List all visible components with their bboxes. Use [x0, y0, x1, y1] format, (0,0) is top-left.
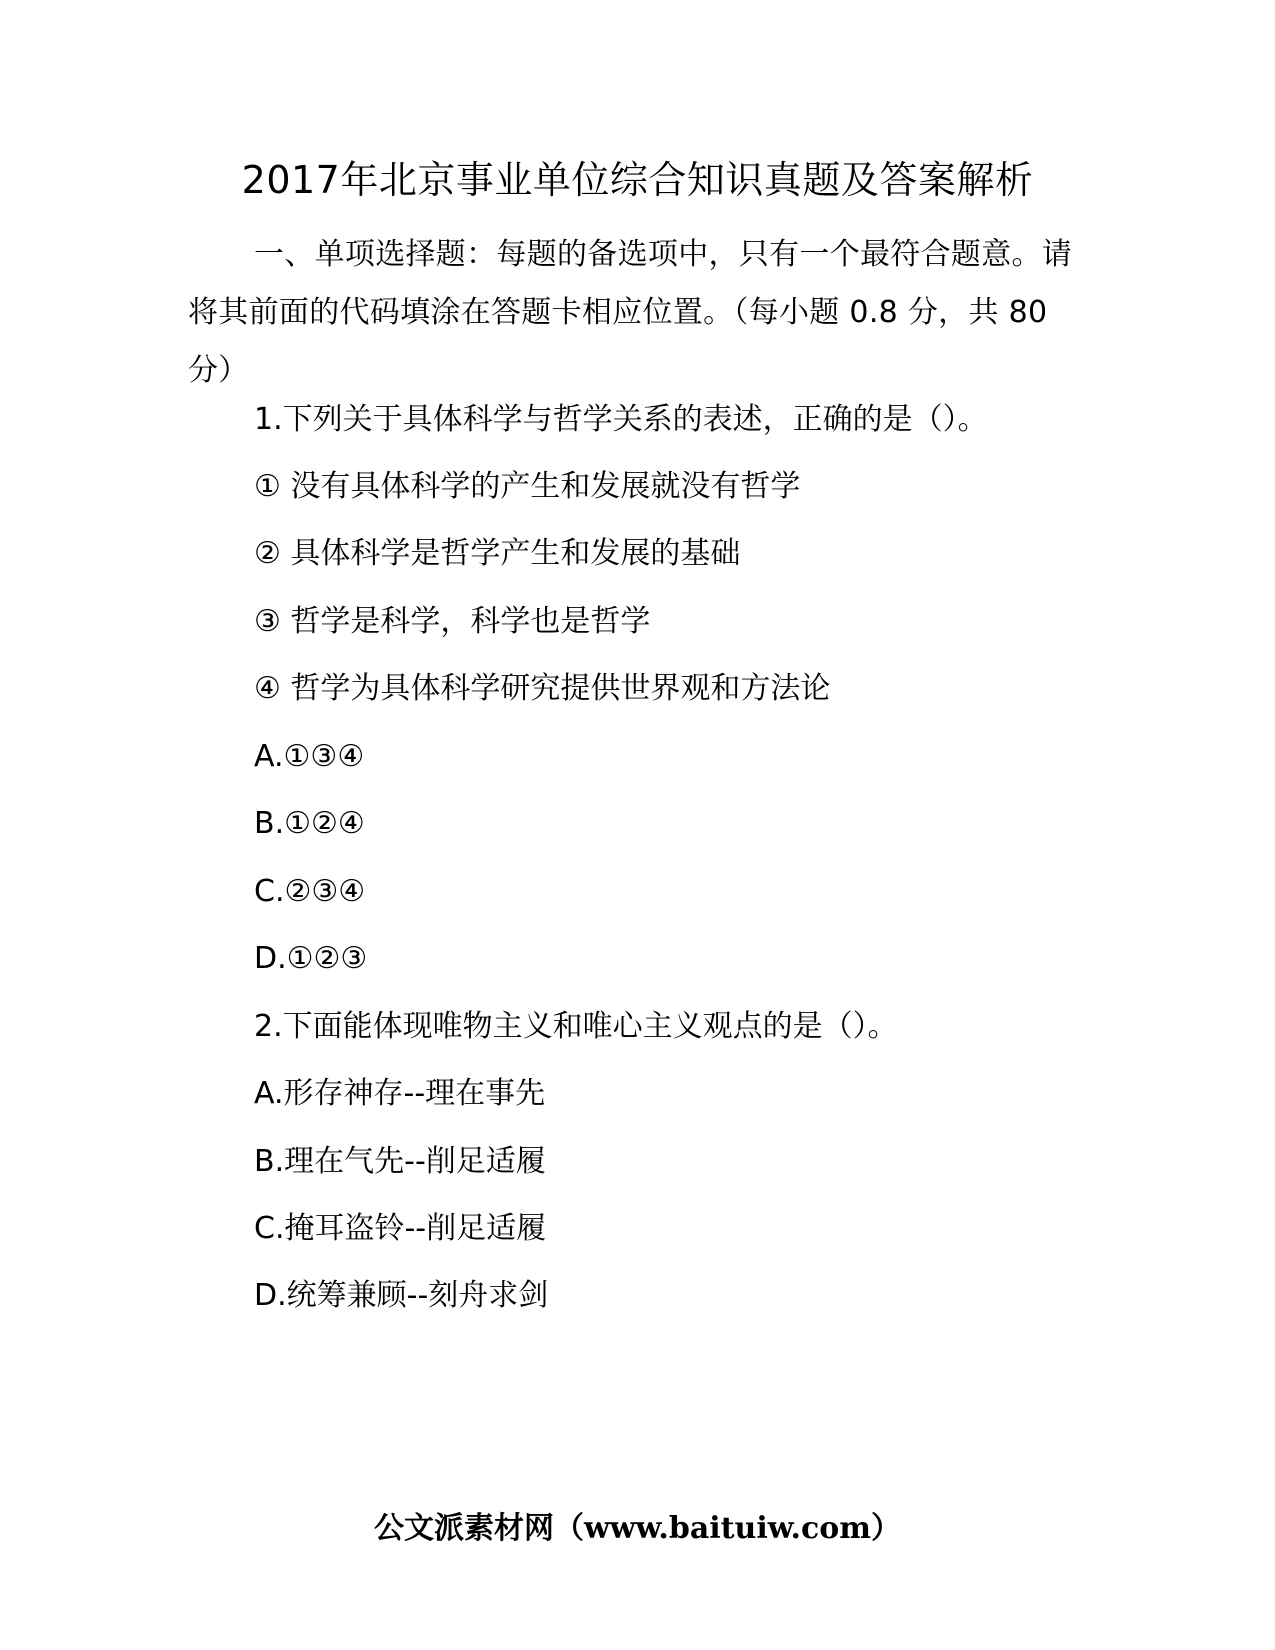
question-1-statement-1: ① 没有具体科学的产生和发展就没有哲学: [254, 469, 801, 504]
question-1-statement-2: ② 具体科学是哲学产生和发展的基础: [254, 536, 741, 571]
document-title: 2017年北京事业单位综合知识真题及答案解析: [241, 158, 1034, 202]
question-1-option-a: A.①③④: [254, 739, 365, 774]
question-2-option-a: A.形存神存--理在事先: [254, 1076, 546, 1111]
question-1-option-b: B.①②④: [254, 806, 365, 841]
question-1-option-d: D.①②③: [254, 941, 368, 976]
question-1-stem: 1.下列关于具体科学与哲学关系的表述，正确的是（）。: [254, 402, 988, 437]
question-1-statement-4: ④ 哲学为具体科学研究提供世界观和方法论: [254, 671, 831, 706]
question-2-option-b: B.理在气先--削足适履: [254, 1144, 546, 1179]
footer-source: 公文派素材网（www.baituiw.com）: [373, 1511, 902, 1546]
question-2-option-c: C.掩耳盗铃--削足适履: [254, 1211, 547, 1246]
question-1-option-c: C.②③④: [254, 874, 366, 909]
question-2-stem: 2.下面能体现唯物主义和唯心主义观点的是（）。: [254, 1009, 898, 1044]
section-instructions: 一、单项选择题：每题的备选项中，只有一个最符合题意。请将其前面的代码填涂在答题卡相应位置。（每小题 0.8 分，共 80 分）: [188, 237, 1073, 388]
question-2-option-d: D.统筹兼顾--刻舟求剑: [254, 1278, 549, 1313]
question-1-statement-3: ③ 哲学是科学，科学也是哲学: [254, 604, 651, 639]
